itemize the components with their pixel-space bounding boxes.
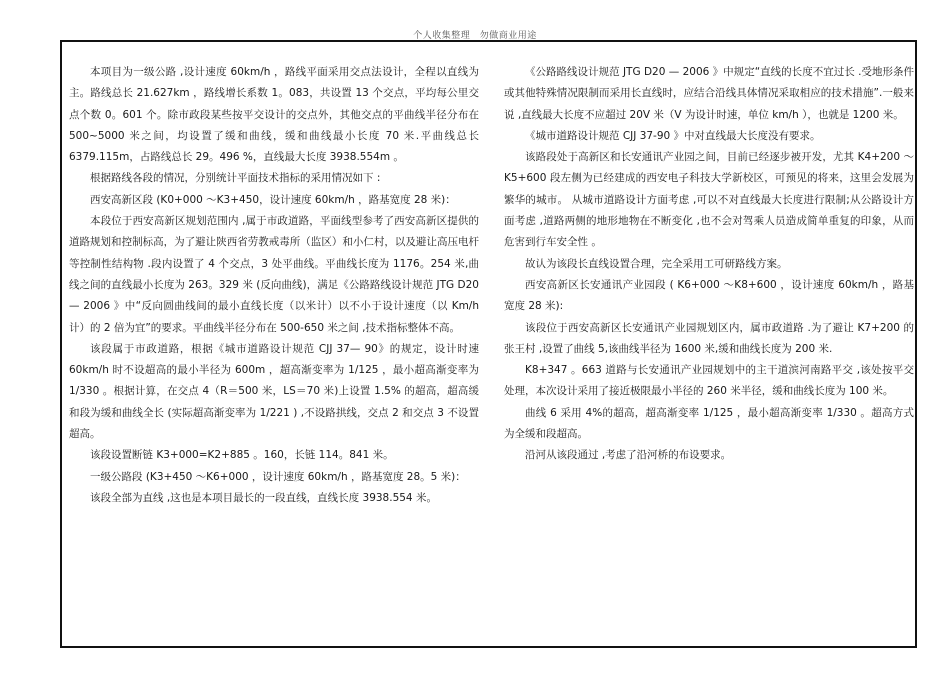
page-header: 个人收集整理 勿做商业用途 bbox=[413, 31, 537, 41]
paragraph-section-heading-changan: 西安高新区长安通讯产业园段 ( K6+000 ～K8+600 ，设计速度 60km/h ，路基宽度 28 米): bbox=[504, 278, 914, 313]
left-column bbox=[69, 62, 479, 509]
paragraph-superelevation: 该段属于市政道路，根据《城市道路设计规范 CJJ 37— 90》的规定，设计时速 60km/h 时不设超高的最小半径为 600m ，超高渐变率为 1/125 ，最小超高渐变率为 1/330 。根据计算，在交点 4（R＝500 米，LS＝70 米)上设置 1.5% 的超高，超高缓和段为缓和曲线全长 (实际超高渐变率为 1/221 ) ,不设路拱线，交点 2 和交点 3 不设置超高。 bbox=[69, 342, 479, 441]
paragraph-changan-detail: 该段位于西安高新区长安通讯产业园规划区内，属市政道路 .为了避让 K7+200 的张王村 ,设置了曲线 5,该曲线半径为 1600 米,缓和曲线长度为 200 米. bbox=[504, 321, 914, 355]
paragraph-gaoxin-detail: 本段位于西安高新区规划范围内 ,属于市政道路，平面线型参考了西安高新区提供的道路规划和控制标高，为了避让陕西省劳教戒毒所（监区）和小仁村，以及避让高压电杆等控制性结构物 .段内设置了 4 个交点，3 处平曲线。平曲线长度为 1176。254 米,曲线之间的直线最小长度为 263。329 米 (反向曲线)，满足《公路路线设计规范 JTG D20 — 2006 》中“反向圆曲线间的最小直线长度（以米计）以不小于设计速度（以 Km/h 计）的 2 倍为宜”的要求。平曲线半径分布在 500-650 米之间 ,技术指标整体不高。 bbox=[69, 215, 479, 334]
paragraph-section-heading-gaoxin: 西安高新区段 (K0+000 ～K3+450，设计速度 60km/h ，路基宽度 28 米)： bbox=[90, 193, 456, 206]
paragraph-section-heading-highway: 一级公路段 (K3+450 ～K6+000 ，设计速度 60km/h ，路基宽度 28。5 米)： bbox=[90, 470, 466, 483]
paragraph-longest-straight: 该段全部为直线 ,这也是本项目最长的一段直线，直线长度 3938.554 米。 bbox=[90, 491, 437, 504]
paragraph-chain-break: 该段设置断链 K3+000=K2+885 。160，长链 114。841 米。 bbox=[90, 449, 394, 462]
paragraph-river: 沿河从该段通过 ,考虑了沿河桥的布设要求。 bbox=[525, 449, 732, 462]
paragraph-curve6: 曲线 6 采用 4%的超高，超高渐变率 1/125 ，最小超高渐变率 1/330 。超高方式为全缓和段超高。 bbox=[504, 406, 915, 441]
right-column bbox=[504, 62, 914, 467]
paragraph-conclusion: 故认为该段长直线设置合理，完全采用工可研路线方案。 bbox=[525, 257, 788, 270]
paragraph-stats-intro: 根据路线各段的情况，分别统计平面技术指标的采用情况如下 : bbox=[90, 172, 381, 185]
paragraph-area-analysis: 该路段处于高新区和长安通讯产业园之间，目前已经逐步被开发，尤其 K4+200 ～K5+600 段左侧为已经建成的西安电子科技大学新校区，可预见的将来，这里会发展为繁华的城市。 从城市道路设计方面考虑 ,可以不对直线最大长度进行限制;从公路设计方面考虑 ,道路两侧的地形地物在不断变化 ,也不会对驾乘人员造成简单重复的印象，从而危害到行车安全性 。 bbox=[504, 151, 914, 249]
paragraph-overview: 本项目为一级公路 ,设计速度 60km/h ，路线平面采用交点法设计，全程以直线为主。路线总长 21.627km ，路线增长系数 1。083，共设置 13 个交点，平均每公里交点个数 0。601 个。除市政段某些按平交设计的交点外，其他交点的平曲线半径分布在 500~5000 米之间，均设置了缓和曲线，缓和曲线最小长度 70 米.平曲线总长 6379.115m，占路线总长 29。496 %，直线最大长度 3938.554m 。 bbox=[69, 66, 479, 164]
paragraph-urban-code: 《城市道路设计规范 CJJ 37-90 》中对直线最大长度没有要求。 bbox=[525, 129, 821, 142]
paragraph-code-requirement: 《公路路线设计规范 JTG D20 — 2006 》中规定“直线的长度不宜过长 .受地形条件或其他特殊情况限制而采用长直线时，应结合沿线具体情况采取相应的技术措施”.一般来说 ,直线最大长度不应超过 20V 米（V 为设计时速，单位 km/h ），也就是 1200 米。 bbox=[504, 66, 914, 121]
paragraph-intersection: K8+347 。663 道路与长安通讯产业园规划中的主干道滨河南路平交 ,该处按平交处理，本次设计采用了接近极限最小半径的 260 米半径，缓和曲线长度为 100 米。 bbox=[504, 364, 914, 398]
document-frame bbox=[60, 40, 917, 648]
